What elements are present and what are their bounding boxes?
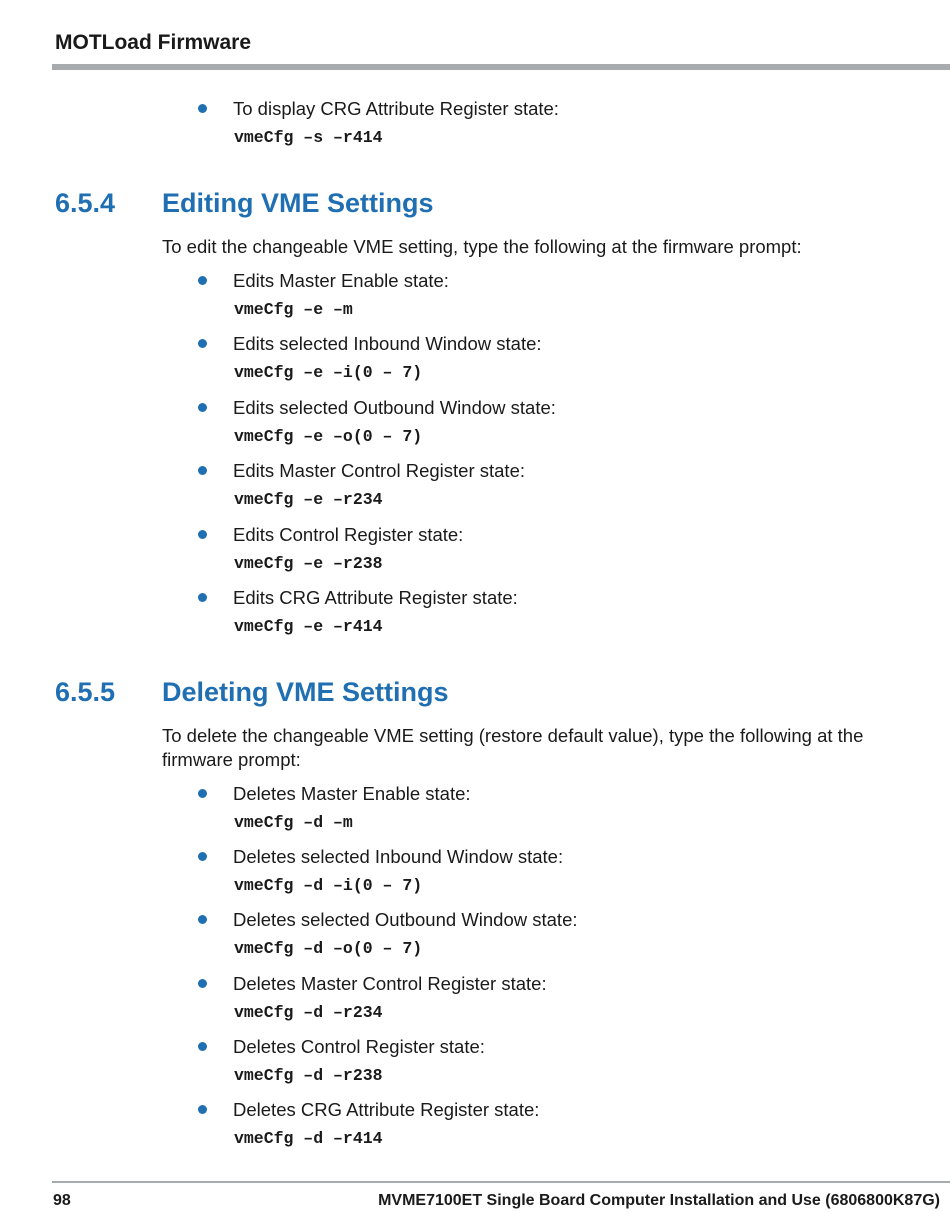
- list-item-command: vmeCfg –e –r414: [234, 617, 383, 636]
- list-item-command: vmeCfg –d –m: [234, 813, 353, 832]
- list-item-command: vmeCfg –d –r234: [234, 1003, 383, 1022]
- bullet-icon: [198, 1042, 207, 1051]
- section-number: 6.5.5: [55, 677, 116, 707]
- footer-rule: [52, 1181, 950, 1183]
- list-item-command: vmeCfg –e –r238: [234, 554, 383, 573]
- section-number: 6.5.4: [55, 188, 116, 218]
- section-intro-line: firmware prompt:: [162, 749, 301, 770]
- bullet-icon: [198, 979, 207, 988]
- bullet-icon: [198, 593, 207, 602]
- list-item-command: vmeCfg –d –r414: [234, 1129, 383, 1148]
- bullet-icon: [198, 789, 207, 798]
- list-item-text: Deletes Master Control Register state:: [233, 973, 547, 994]
- list-item-text: Edits Master Control Register state:: [233, 460, 525, 481]
- section-intro: To edit the changeable VME setting, type the following at the firmware prompt:: [162, 236, 802, 257]
- page-number: 98: [53, 1192, 71, 1209]
- bullet-icon: [198, 1105, 207, 1114]
- list-item-text: Edits selected Outbound Window state:: [233, 397, 556, 418]
- list-item-text: Deletes selected Outbound Window state:: [233, 909, 578, 930]
- bullet-icon: [198, 339, 207, 348]
- bullet-icon: [198, 104, 207, 113]
- list-item-command: vmeCfg –e –i(0 – 7): [234, 363, 423, 382]
- bullet-icon: [198, 915, 207, 924]
- list-item-command: vmeCfg –e –r234: [234, 490, 383, 509]
- list-item-text: Deletes Control Register state:: [233, 1036, 485, 1057]
- footer-document-title: MVME7100ET Single Board Computer Installation and Use (6806800K87G): [378, 1192, 940, 1209]
- running-header-title: MOTLoad Firmware: [55, 31, 252, 54]
- bullet-icon: [198, 466, 207, 475]
- list-item-command: vmeCfg –s –r414: [234, 128, 383, 147]
- list-item-command: vmeCfg –d –o(0 – 7): [234, 939, 423, 958]
- section-intro-line: To delete the changeable VME setting (restore default value), type the following at the: [162, 725, 864, 746]
- list-item-text: Deletes CRG Attribute Register state:: [233, 1099, 540, 1120]
- header-rule: [52, 64, 950, 70]
- list-item-command: vmeCfg –d –r238: [234, 1066, 383, 1085]
- bullet-icon: [198, 276, 207, 285]
- section-title: Deleting VME Settings: [162, 677, 449, 707]
- list-item-text: Edits Master Enable state:: [233, 270, 449, 291]
- bullet-icon: [198, 530, 207, 539]
- list-item-command: vmeCfg –e –m: [234, 300, 353, 319]
- list-item-text: Deletes selected Inbound Window state:: [233, 846, 564, 867]
- list-item-text: To display CRG Attribute Register state:: [233, 98, 559, 119]
- bullet-icon: [198, 403, 207, 412]
- list-item-command: vmeCfg –d –i(0 – 7): [234, 876, 423, 895]
- list-item-text: Edits CRG Attribute Register state:: [233, 587, 518, 608]
- section-title: Editing VME Settings: [162, 188, 434, 218]
- list-item-text: Edits selected Inbound Window state:: [233, 333, 542, 354]
- list-item-command: vmeCfg –e –o(0 – 7): [234, 427, 423, 446]
- bullet-icon: [198, 852, 207, 861]
- list-item-text: Deletes Master Enable state:: [233, 783, 471, 804]
- list-item-text: Edits Control Register state:: [233, 524, 464, 545]
